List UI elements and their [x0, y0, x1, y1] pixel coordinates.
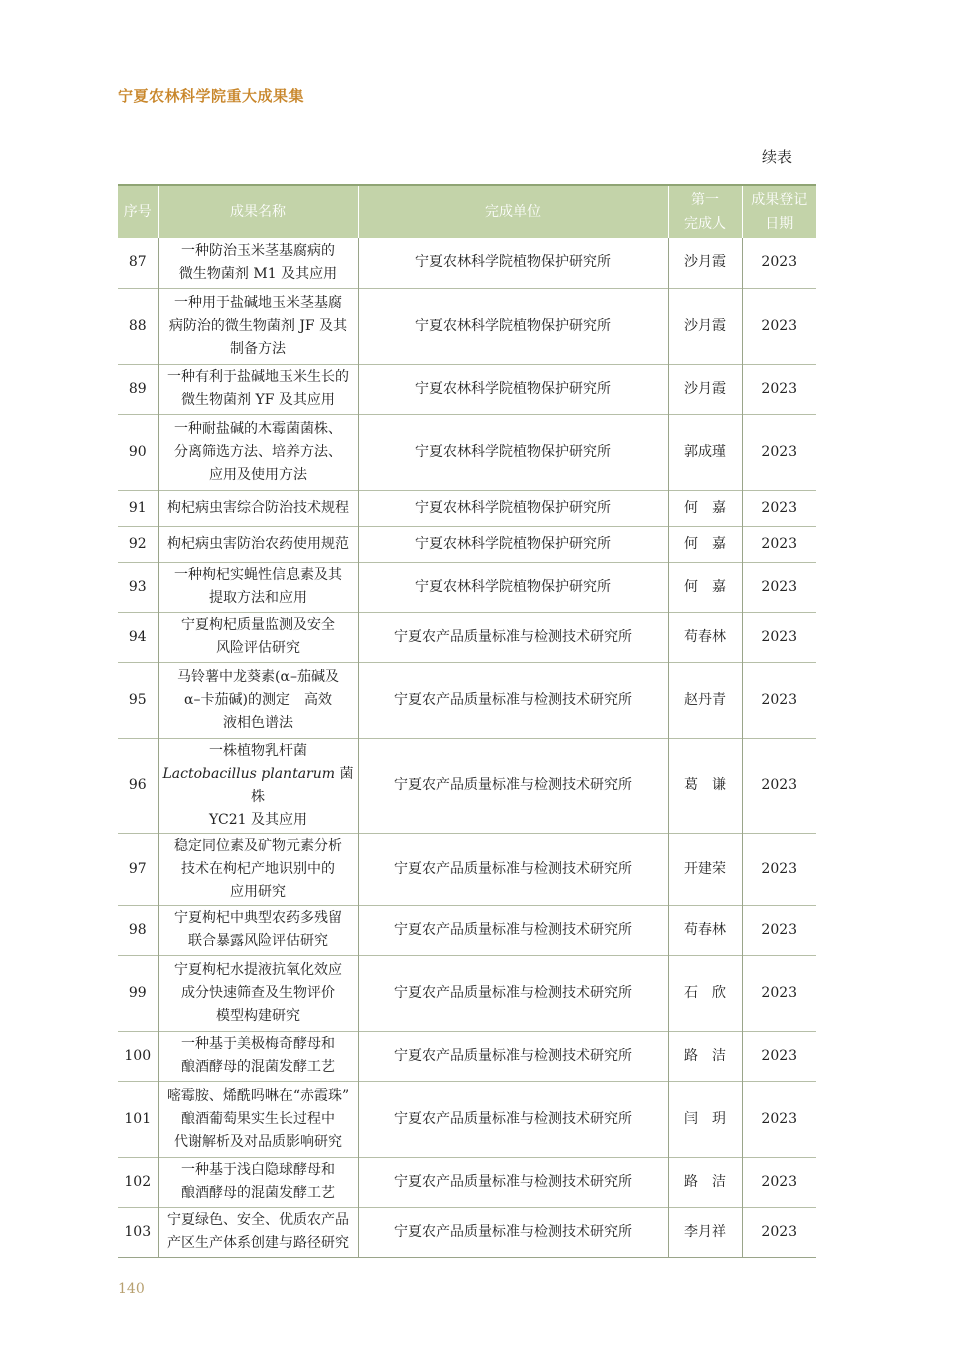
cell-name-line: 代谢解析及对品质影响研究 [174, 1133, 342, 1150]
cell-name-line: 一种耐盐碱的木霉菌菌株、 [174, 420, 342, 437]
cell-unit: 宁夏农产品质量标准与检测技术研究所 [358, 905, 668, 955]
cell-unit: 宁夏农林科学院植物保护研究所 [358, 414, 668, 490]
cell-person: 沙月霞 [668, 364, 742, 414]
cell-name-line: 宁夏枸杞中典型农药多残留 [174, 910, 342, 926]
table-row [118, 833, 816, 905]
cell-unit: 宁夏农产品质量标准与检测技术研究所 [358, 662, 668, 738]
page-number: 140 [118, 1281, 145, 1297]
cell-name-line: 技术在枸杞产地识别中的 [181, 860, 335, 877]
cell-name-line: 制备方法 [230, 340, 286, 357]
cell-name-line: 枸杞病虫害综合防治技术规程 [167, 499, 349, 516]
cell-year: 2023 [742, 414, 816, 490]
cell-year: 2023 [742, 1031, 816, 1081]
cell-name-line: 应用及使用方法 [209, 466, 307, 483]
cell-no: 94 [118, 612, 158, 662]
cell-unit: 宁夏农产品质量标准与检测技术研究所 [358, 1157, 668, 1207]
cell-name-line: 成分快速筛查及生物评价 [181, 984, 335, 1001]
cell-name-line: 稳定同位素及矿物元素分析 [174, 837, 342, 854]
header-person-line1: 第一 [691, 192, 719, 208]
cell-no: 89 [118, 364, 158, 414]
cell-name-line: 提取方法和应用 [209, 590, 307, 606]
cell-year: 2023 [742, 1081, 816, 1157]
cell-person: 赵丹青 [668, 662, 742, 738]
cell-unit: 宁夏农林科学院植物保护研究所 [358, 526, 668, 562]
table-row [118, 1157, 816, 1207]
cell-unit: 宁夏农产品质量标准与检测技术研究所 [358, 738, 668, 833]
cell-unit: 宁夏农产品质量标准与检测技术研究所 [358, 1207, 668, 1257]
cell-no: 90 [118, 414, 158, 490]
cell-year: 2023 [742, 490, 816, 526]
cell-person: 葛 谦 [668, 738, 742, 833]
table-header-row [118, 185, 816, 238]
cell-name [158, 1031, 358, 1081]
cell-name-line: 液相色谱法 [223, 714, 293, 731]
cell-no: 91 [118, 490, 158, 526]
cell-unit: 宁夏农林科学院植物保护研究所 [358, 238, 668, 288]
cell-year: 2023 [742, 955, 816, 1031]
cell-no: 98 [118, 905, 158, 955]
cell-name-line: YC21 及其应用 [209, 811, 307, 828]
cell-name [158, 238, 358, 288]
cell-name [158, 490, 358, 526]
cell-name [158, 364, 358, 414]
cell-person: 苟春林 [668, 612, 742, 662]
cell-name [158, 1081, 358, 1157]
cell-person: 沙月霞 [668, 288, 742, 364]
table-row [118, 662, 816, 738]
cell-name [158, 738, 358, 833]
cell-name-line: 一种用于盐碱地玉米茎基腐 [174, 294, 342, 311]
header-unit: 完成单位 [358, 185, 668, 238]
header-person [668, 185, 742, 238]
cell-name-line: 酿酒酵母的混菌发酵工艺 [181, 1059, 335, 1075]
cell-name-line: 马铃薯中龙葵素(α–茄碱及 [177, 668, 339, 685]
cell-no: 88 [118, 288, 158, 364]
cell-name [158, 662, 358, 738]
cell-name [158, 562, 358, 612]
cell-unit: 宁夏农林科学院植物保护研究所 [358, 490, 668, 526]
cell-person: 苟春林 [668, 905, 742, 955]
cell-name [158, 1157, 358, 1207]
cell-unit: 宁夏农林科学院植物保护研究所 [358, 364, 668, 414]
table-row [118, 414, 816, 490]
cell-person: 何 嘉 [668, 490, 742, 526]
cell-year: 2023 [742, 288, 816, 364]
table-row [118, 738, 816, 833]
cell-name-line: 嘧霉胺、烯酰吗啉在“赤霞珠” [166, 1087, 350, 1104]
table-row [118, 612, 816, 662]
cell-unit: 宁夏农产品质量标准与检测技术研究所 [358, 833, 668, 905]
cell-person: 路 洁 [668, 1031, 742, 1081]
table-row [118, 905, 816, 955]
cell-name-line: 病防治的微生物菌剂 JF 及其 [168, 317, 348, 334]
table-row [118, 526, 816, 562]
cell-name [158, 526, 358, 562]
table-row [118, 562, 816, 612]
cell-unit: 宁夏农产品质量标准与检测技术研究所 [358, 1031, 668, 1081]
cell-no: 87 [118, 238, 158, 288]
cell-unit: 宁夏农林科学院植物保护研究所 [358, 288, 668, 364]
cell-name-line: 一种基于美极梅奇酵母和 [181, 1036, 335, 1052]
table-row [118, 238, 816, 288]
cell-name [158, 833, 358, 905]
cell-year: 2023 [742, 1157, 816, 1207]
species-name: Lactobacillus plantarum [162, 765, 336, 782]
cell-name-line: 一种基于浅白隐球酵母和 [181, 1162, 335, 1178]
cell-person: 何 嘉 [668, 562, 742, 612]
cell-no: 97 [118, 833, 158, 905]
cell-person: 何 嘉 [668, 526, 742, 562]
cell-unit: 宁夏农产品质量标准与检测技术研究所 [358, 955, 668, 1031]
cell-person: 闫 玥 [668, 1081, 742, 1157]
cell-name [158, 288, 358, 364]
cell-year: 2023 [742, 526, 816, 562]
cell-name-line: 一种防治玉米茎基腐病的 [181, 242, 335, 259]
continued-label: 续表 [761, 148, 792, 166]
cell-no: 93 [118, 562, 158, 612]
header-year-line2: 日期 [765, 216, 794, 232]
header-person-line2: 完成人 [684, 216, 726, 232]
table-row [118, 364, 816, 414]
cell-name-line: α–卡茄碱)的测定 高效 [184, 691, 332, 708]
header-year-line1: 成果登记 [751, 192, 808, 208]
cell-no: 92 [118, 526, 158, 562]
cell-unit: 宁夏农林科学院植物保护研究所 [358, 562, 668, 612]
cell-year: 2023 [742, 1207, 816, 1257]
table-row [118, 490, 816, 526]
cell-name-line: 一种有利于盐碱地玉米生长的 [167, 369, 349, 385]
cell-name-line: 枸杞病虫害防治农药使用规范 [167, 535, 349, 552]
cell-person: 石 欣 [668, 955, 742, 1031]
cell-year: 2023 [742, 833, 816, 905]
cell-year: 2023 [742, 364, 816, 414]
cell-name-line: 一株植物乳杆菌 [209, 742, 307, 759]
cell-no: 95 [118, 662, 158, 738]
cell-name-line: 一种枸杞实蝇性信息素及其 [174, 567, 342, 583]
cell-name-line: 微生物菌剂 YF 及其应用 [181, 392, 335, 408]
cell-person: 李月祥 [668, 1207, 742, 1257]
table-row [118, 955, 816, 1031]
cell-name [158, 414, 358, 490]
cell-year: 2023 [742, 562, 816, 612]
cell-name [158, 905, 358, 955]
cell-name [158, 1207, 358, 1257]
cell-name-line: 应用研究 [230, 883, 286, 900]
cell-name [158, 612, 358, 662]
cell-name-line: Lactobacillus plantarum 菌株 [162, 765, 354, 805]
cell-no: 103 [118, 1207, 158, 1257]
table-row [118, 1081, 816, 1157]
cell-name-line: 酿酒酵母的混菌发酵工艺 [181, 1185, 335, 1201]
cell-no: 99 [118, 955, 158, 1031]
table-body [118, 238, 816, 1257]
cell-name-line: 宁夏枸杞水提液抗氧化效应 [174, 961, 342, 978]
cell-year: 2023 [742, 905, 816, 955]
cell-person: 开建荣 [668, 833, 742, 905]
table-row [118, 1207, 816, 1257]
cell-no: 96 [118, 738, 158, 833]
cell-year: 2023 [742, 738, 816, 833]
cell-person: 郭成瑾 [668, 414, 742, 490]
cell-name-line: 宁夏绿色、安全、优质农产品 [167, 1212, 349, 1228]
results-table [118, 184, 816, 1258]
cell-unit: 宁夏农产品质量标准与检测技术研究所 [358, 612, 668, 662]
cell-unit: 宁夏农产品质量标准与检测技术研究所 [358, 1081, 668, 1157]
running-head: 宁夏农林科学院重大成果集 [118, 87, 305, 105]
cell-year: 2023 [742, 662, 816, 738]
cell-name-line: 分离筛选方法、培养方法、 [174, 443, 342, 460]
table-row [118, 1031, 816, 1081]
header-year [742, 185, 816, 238]
cell-name-line: 微生物菌剂 M1 及其应用 [178, 265, 338, 282]
cell-person: 沙月霞 [668, 238, 742, 288]
cell-no: 100 [118, 1031, 158, 1081]
cell-name-line: 模型构建研究 [216, 1007, 300, 1024]
cell-name-line: 联合暴露风险评估研究 [188, 933, 328, 949]
header-name: 成果名称 [158, 185, 358, 238]
cell-name-line: 风险评估研究 [216, 640, 300, 656]
cell-name [158, 955, 358, 1031]
cell-name-line: 酿酒葡萄果实生长过程中 [181, 1110, 335, 1127]
header-no: 序号 [118, 185, 158, 238]
cell-year: 2023 [742, 612, 816, 662]
cell-no: 102 [118, 1157, 158, 1207]
cell-no: 101 [118, 1081, 158, 1157]
cell-name-line: 产区生产体系创建与路径研究 [167, 1235, 349, 1251]
cell-year: 2023 [761, 254, 798, 271]
cell-person: 路 洁 [668, 1157, 742, 1207]
cell-name-line: 宁夏枸杞质量监测及安全 [181, 617, 335, 633]
table-row [118, 288, 816, 364]
